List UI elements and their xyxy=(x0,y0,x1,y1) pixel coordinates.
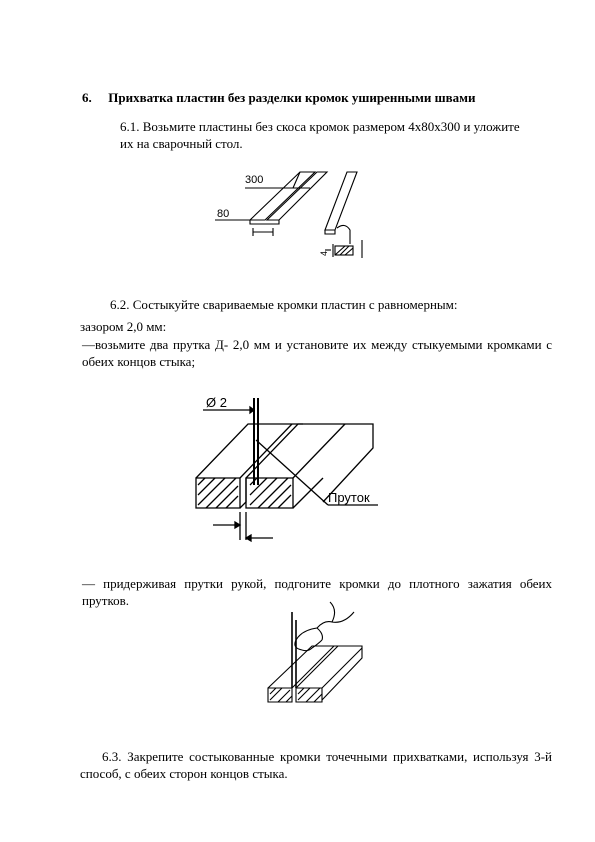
step-6-3: 6.3. Закрепите состыкованные кромки точечными прихватками, используя 3-й способ, с обеих сторон концов стыка. xyxy=(80,749,552,781)
step-6-2-bullet1: —возьмите два прутка Д- 2,0 мм и установите их между стыкуемыми кромками с обеих концов стыка; xyxy=(82,337,552,369)
section-title: Прихватка пластин без разделки кромок уширенными швами xyxy=(108,90,476,105)
dim-diameter-label: Ø 2 xyxy=(206,395,227,410)
dim-width-label: 80 xyxy=(217,208,230,220)
step-6-1-line2: их на сварочный стол. xyxy=(120,136,243,151)
section-heading xyxy=(82,90,475,106)
step-6-2-line1: 6.2. Состыкуйте свариваемые кромки пластин с равномерным: xyxy=(110,297,458,312)
step-6-1-line1: 6.1. Возьмите пластины без скоса кромок размером 4x80x300 и уложите xyxy=(120,119,520,134)
rod-label: Пруток xyxy=(328,490,370,505)
figure-plates-with-rod xyxy=(188,380,398,555)
figure-hand-holding-rods xyxy=(262,600,372,715)
figure-plates xyxy=(205,160,385,270)
step-6-2-line2: зазором 2,0 мм: xyxy=(80,319,167,334)
section-number: 6. xyxy=(82,90,92,105)
dim-length-label: 300 xyxy=(245,174,264,186)
dim-thickness-label: 4 xyxy=(319,250,329,256)
step-6-2-bullet2: — придерживая прутки рукой, подгоните кромки до плотного зажатия обеих прутков. xyxy=(82,576,552,608)
